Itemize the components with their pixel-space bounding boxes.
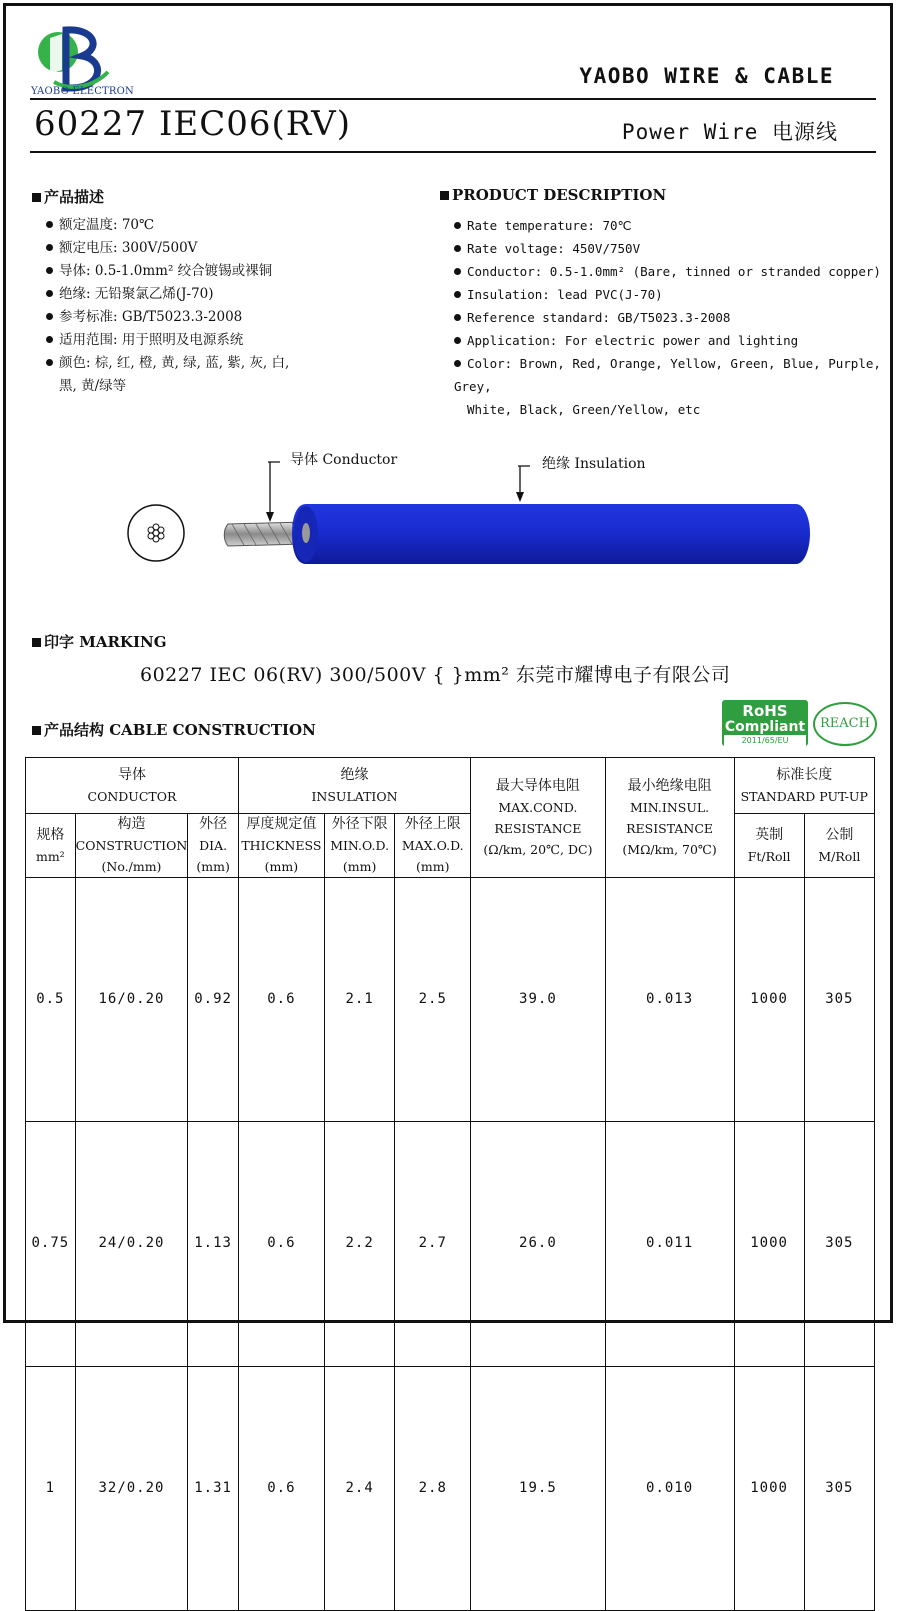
table-row	[26, 1366, 875, 1610]
cell-dia: 1.31	[188, 1366, 239, 1610]
list-item: Application: For electric power and lighting	[454, 329, 890, 352]
cell-thickness: 0.6	[238, 1122, 324, 1366]
cell-m-roll: 305	[804, 1366, 874, 1610]
cell-ft-roll: 1000	[734, 1366, 804, 1610]
list-item: 绝缘: 无铅聚氯乙烯(J-70)	[46, 283, 386, 306]
list-item: Conductor: 0.5-1.0mm² (Bare, tinned or stranded copper)	[454, 260, 890, 283]
header-min-resistance: 最小绝缘电阻 MIN.INSUL. RESISTANCE (MΩ/km, 70℃)	[605, 758, 734, 878]
list-item: Rate temperature: 70℃	[454, 214, 890, 237]
cell-min-od: 2.1	[324, 878, 395, 1122]
bullet-square	[440, 191, 449, 200]
cell-max-od: 2.8	[395, 1366, 471, 1610]
desc-en-list	[454, 214, 890, 421]
bullet-square	[32, 638, 41, 647]
cell-ft-roll: 1000	[734, 878, 804, 1122]
section-title-desc-en: PRODUCT DESCRIPTION	[440, 186, 666, 204]
list-item: Insulation: lead PVC(J-70)	[454, 283, 890, 306]
section-title-desc-cn: 产品描述	[32, 186, 104, 207]
cable-diagram	[120, 440, 820, 600]
cell-size: 0.75	[26, 1122, 76, 1366]
model-title: 60227 IEC06(RV)	[34, 104, 351, 144]
cell-m-roll: 305	[804, 1122, 874, 1366]
cell-construction: 16/0.20	[75, 878, 188, 1122]
section-title-construction: 产品结构 CABLE CONSTRUCTION	[32, 719, 316, 740]
list-item-continued: 黑, 黄/绿等	[59, 378, 127, 394]
header-size: 规格 mm²	[26, 814, 76, 878]
list-item: Color: Brown, Red, Orange, Yellow, Green, Blue, Purple, Grey,	[454, 356, 881, 394]
header-conductor: 导体 CONDUCTOR	[26, 758, 239, 814]
cell-size: 0.5	[26, 878, 76, 1122]
table-row	[26, 1122, 875, 1366]
cell-ft-roll: 1000	[734, 1122, 804, 1366]
header-min-od: 外径下限 MIN.O.D. (mm)	[324, 814, 395, 878]
conductor-arrow	[268, 462, 280, 520]
cell-max-resistance: 26.0	[471, 1122, 606, 1366]
table-subheader-row	[26, 814, 875, 878]
cell-max-od: 2.5	[395, 878, 471, 1122]
list-item: 颜色: 棕, 红, 橙, 黄, 绿, 蓝, 紫, 灰, 白,	[46, 352, 386, 375]
desc-cn-list	[46, 214, 386, 398]
list-item-continued: White, Black, Green/Yellow, etc	[467, 402, 701, 417]
cell-max-od: 2.7	[395, 1122, 471, 1366]
list-item: 适用范围: 用于照明及电源系统	[46, 329, 386, 352]
cell-thickness: 0.6	[238, 878, 324, 1122]
table-header-row	[26, 758, 875, 814]
cell-min-od: 2.2	[324, 1122, 395, 1366]
header-thickness: 厚度规定值 THICKNESS (mm)	[238, 814, 324, 878]
cell-construction: 24/0.20	[75, 1122, 188, 1366]
cell-min-od: 2.4	[324, 1366, 395, 1610]
reach-badge: REACH	[813, 702, 877, 746]
cross-section-circle	[128, 505, 184, 561]
construction-table	[25, 757, 875, 1611]
cell-m-roll: 305	[804, 878, 874, 1122]
cell-thickness: 0.6	[238, 1366, 324, 1610]
cell-min-resistance: 0.010	[605, 1366, 734, 1610]
bullet-square	[32, 193, 41, 202]
header-ft-roll: 英制 Ft/Roll	[734, 814, 804, 878]
product-subtitle: Power Wire 电源线	[621, 120, 838, 144]
list-item: 额定电压: 300V/500V	[46, 237, 386, 260]
header-max-od: 外径上限 MAX.O.D. (mm)	[395, 814, 471, 878]
cell-max-resistance: 19.5	[471, 1366, 606, 1610]
header-m-roll: 公制 M/Roll	[804, 814, 874, 878]
cell-max-resistance: 39.0	[471, 878, 606, 1122]
brand-name: YAOBO WIRE & CABLE	[579, 64, 834, 88]
list-item: Reference standard: GB/T5023.3-2008	[454, 306, 890, 329]
list-item: Rate voltage: 450V/750V	[454, 237, 890, 260]
conductor-label: 导体 Conductor	[290, 452, 398, 468]
header-max-resistance: 最大导体电阻 MAX.COND. RESISTANCE (Ω/km, 20℃, DC)	[471, 758, 606, 878]
list-item: 导体: 0.5-1.0mm² 绞合镀锡或裸铜	[46, 260, 386, 283]
header-construction: 构造 CONSTRUCTION (No./mm)	[75, 814, 188, 878]
cell-size: 1	[26, 1366, 76, 1610]
table-row	[26, 878, 875, 1122]
section-title-marking: 印字 MARKING	[32, 631, 167, 652]
insulation-label: 绝缘 Insulation	[542, 456, 646, 472]
header-dia: 外径 DIA. (mm)	[188, 814, 239, 878]
cell-dia: 0.92	[188, 878, 239, 1122]
logo-text: YAOBO ELECTRON	[31, 86, 134, 97]
insulation-jacket	[292, 504, 810, 564]
cell-min-resistance: 0.013	[605, 878, 734, 1122]
header-put-up: 标准长度 STANDARD PUT-UP	[734, 758, 875, 814]
list-item: 参考标准: GB/T5023.3-2008	[46, 306, 386, 329]
bullet-square	[32, 726, 41, 735]
header-insulation: 绝缘 INSULATION	[238, 758, 470, 814]
cell-min-resistance: 0.011	[605, 1122, 734, 1366]
rohs-badge: RoHS Compliant 2011/65/EU	[722, 700, 808, 746]
title-divider	[30, 151, 876, 153]
cell-construction: 32/0.20	[75, 1366, 188, 1610]
marking-text: 60227 IEC 06(RV) 300/500V { }mm² 东莞市耀博电子有限公司	[140, 664, 731, 686]
cell-dia: 1.13	[188, 1122, 239, 1366]
header-divider	[30, 98, 876, 100]
list-item: 额定温度: 70℃	[46, 214, 386, 237]
